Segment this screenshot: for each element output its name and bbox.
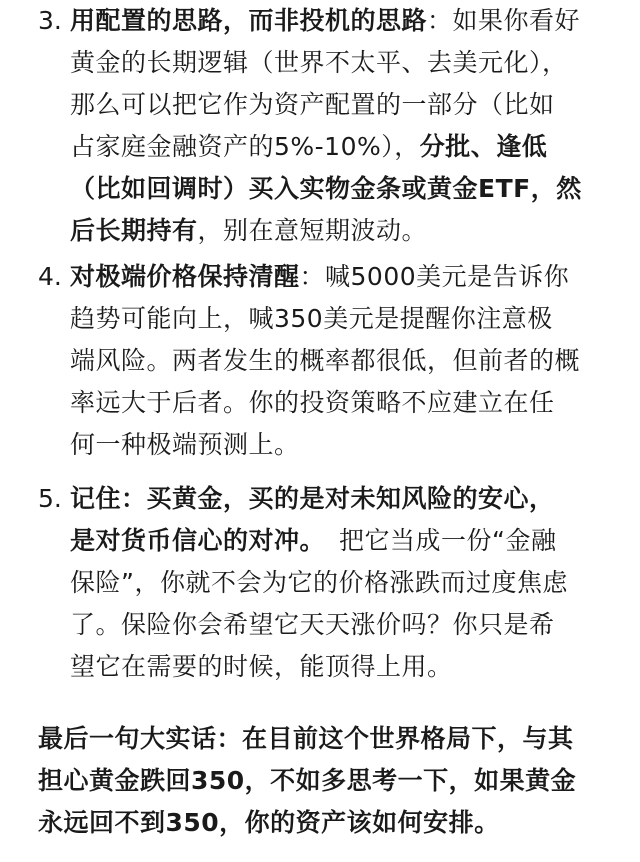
- list-item-5: [38, 478, 618, 688]
- list-item-4: [38, 256, 618, 466]
- body-text: ，别在意短期波动。: [197, 216, 428, 245]
- body-text: 把它当成一份“金融: [339, 526, 557, 555]
- bold-text: （比如回调时）买入实物金条或黄金ETF，然: [70, 174, 582, 203]
- body-text: 黄金的长期逻辑（世界不太平、去美元化），: [70, 48, 568, 77]
- body-text: 何一种极端预测上。: [70, 430, 300, 459]
- body-text: 望它在需要的时候，能顶得上用。: [70, 652, 453, 681]
- bold-text: 分批、逢低: [419, 132, 548, 161]
- body-text: 保险”，你就不会为它的价格涨跌而过度焦虑: [70, 568, 568, 597]
- closing-line: 永远回不到350，你的资产该如何安排。: [38, 808, 500, 837]
- body-text: ：如果你看好: [427, 6, 581, 35]
- bold-text: 对极端价格保持清醒: [70, 262, 300, 291]
- text-line: [70, 168, 618, 210]
- text-line: [70, 604, 618, 646]
- text-line: [70, 42, 618, 84]
- text-line: [70, 562, 618, 604]
- text-line: [70, 210, 618, 252]
- bold-text: 是对货币信心的对冲。: [70, 526, 326, 555]
- list-number: 3.: [38, 6, 62, 35]
- text-line: [70, 0, 618, 42]
- text-line: [70, 478, 618, 520]
- bold-text: 后长期持有: [70, 216, 198, 245]
- text-line: [70, 382, 618, 424]
- text-line: [70, 84, 618, 126]
- closing-paragraph: [38, 718, 618, 844]
- body-text: 那么可以把它作为资产配置的一部分（比如: [70, 90, 555, 119]
- bold-text: 用配置的思路，而非投机的思路: [70, 6, 428, 35]
- body-text: 率远大于后者。你的投资策略不应建立在任: [70, 388, 555, 417]
- closing-line: 担心黄金跌回350，不如多思考一下，如果黄金: [38, 766, 577, 795]
- body-text: 趋势可能向上，喊350美元是提醒你注意极: [70, 304, 553, 333]
- list-number: 5.: [38, 484, 62, 513]
- text-line: [70, 520, 618, 562]
- text-line: [70, 340, 618, 382]
- text-line: [70, 256, 618, 298]
- text-line: [70, 126, 618, 168]
- bold-text: 记住：买黄金，买的是对未知风险的安心，: [70, 484, 555, 513]
- closing-line: 最后一句大实话：在目前这个世界格局下，与其: [38, 724, 574, 753]
- list-number: 4.: [38, 262, 62, 291]
- text-line: [70, 298, 618, 340]
- body-text: 端风险。两者发生的概率都很低，但前者的概: [70, 346, 581, 375]
- body-text: ：喊5000美元是告诉你: [299, 262, 570, 291]
- list-item-3: [38, 0, 618, 252]
- text-line: [70, 424, 618, 466]
- body-text: 占家庭金融资产的5%-10%），: [70, 132, 420, 161]
- body-text: 了。保险你会希望它天天涨价吗？你只是希: [70, 610, 555, 639]
- text-line: [70, 646, 618, 688]
